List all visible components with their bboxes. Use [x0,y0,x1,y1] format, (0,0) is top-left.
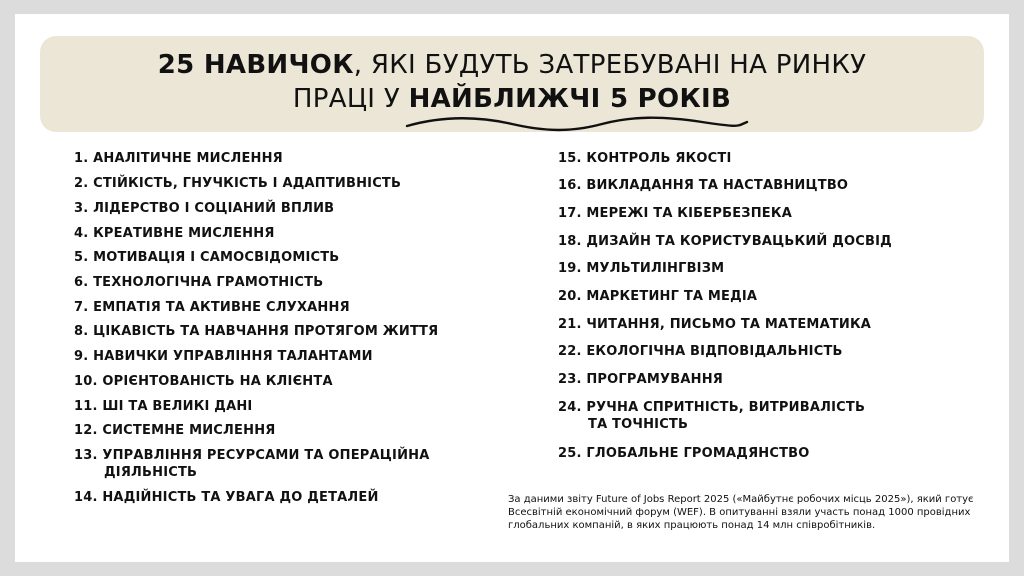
list-item: 12. СИСТЕМНЕ МИСЛЕННЯ [74,423,276,438]
skills-list-right [558,150,978,460]
list-item: 24. РУЧНА СПРИТНІСТЬ, ВИТРИВАЛІСТЬ [558,400,866,415]
list-item: 20. МАРКЕТИНГ ТА МЕДІА [558,289,758,304]
list-item: 4. КРЕАТИВНЕ МИСЛЕННЯ [74,226,275,241]
list-item: 21. ЧИТАННЯ, ПИСЬМО ТА МАТЕМАТИКА [558,317,872,332]
list-item: 8. ЦІКАВІСТЬ ТА НАВЧАННЯ ПРОТЯГОМ ЖИТТЯ [74,324,439,339]
list-item: 10. ОРІЄНТОВАНІСТЬ НА КЛІЄНТА [74,374,333,389]
list-item: 18. ДИЗАЙН ТА КОРИСТУВАЦЬКИЙ ДОСВІД [558,234,892,249]
list-item: 5. МОТИВАЦІЯ І САМОСВІДОМІСТЬ [74,250,340,265]
list-item: 17. МЕРЕЖІ ТА КІБЕРБЕЗПЕКА [558,206,792,221]
list-item: 13. УПРАВЛІННЯ РЕСУРСАМИ ТА ОПЕРАЦІЙНА [74,448,430,463]
wavy-underline-icon [402,112,752,136]
list-item: 15. КОНТРОЛЬ ЯКОСТІ [558,151,732,166]
list-item: 23. ПРОГРАМУВАННЯ [558,372,723,387]
list-item: 1. АНАЛІТИЧНЕ МИСЛЕННЯ [74,151,283,166]
list-item: 7. ЕМПАТІЯ ТА АКТИВНЕ СЛУХАННЯ [74,300,350,315]
list-item: 9. НАВИЧКИ УПРАВЛІННЯ ТАЛАНТАМИ [74,349,373,364]
title-bold-2: НАЙБЛИЖЧІ 5 РОКІВ [408,84,732,114]
list-item: 14. НАДІЙНІСТЬ ТА УВАГА ДО ДЕТАЛЕЙ [74,490,379,505]
title-normal-2: ПРАЦІ У [292,84,409,114]
title-bold-1: 25 НАВИЧОК [157,50,354,80]
list-item: 6. ТЕХНОЛОГІЧНА ГРАМОТНІСТЬ [74,275,324,290]
page-title [40,48,984,116]
title-normal-1: , ЯКІ БУДУТЬ ЗАТРЕБУВАНІ НА РИНКУ [353,50,867,80]
list-item: 3. ЛІДЕРСТВО І СОЦІАНИЙ ВПЛИВ [74,201,335,216]
list-item: 25. ГЛОБАЛЬНЕ ГРОМАДЯНСТВО [558,446,810,461]
title-line-2 [40,82,984,116]
list-item: 16. ВИКЛАДАННЯ ТА НАСТАВНИЦТВО [558,178,849,193]
list-item: 22. ЕКОЛОГІЧНА ВІДПОВІДАЛЬНІСТЬ [558,344,843,359]
list-item: 2. СТІЙКІСТЬ, ГНУЧКІСТЬ І АДАПТИВНІСТЬ [74,176,402,191]
list-item: 19. МУЛЬТИЛІНГВІЗМ [558,261,725,276]
list-item-continuation: ДІЯЛЬНІСТЬ [104,465,198,480]
title-line-1 [40,48,984,82]
list-item: 11. ШІ ТА ВЕЛИКІ ДАНІ [74,399,253,414]
list-item-continuation: ТА ТОЧНІСТЬ [588,417,689,432]
skills-list-left [74,150,494,510]
source-note: За даними звіту Future of Jobs Report 2025 («Майбутнє робочих місць 2025»), який готує Всесвітній економічний форум (WEF). В опитуванні взяли участь понад 1000 провідних глобальних компаній, в яких працюють понад 14 млн співробітників. [508,494,974,531]
